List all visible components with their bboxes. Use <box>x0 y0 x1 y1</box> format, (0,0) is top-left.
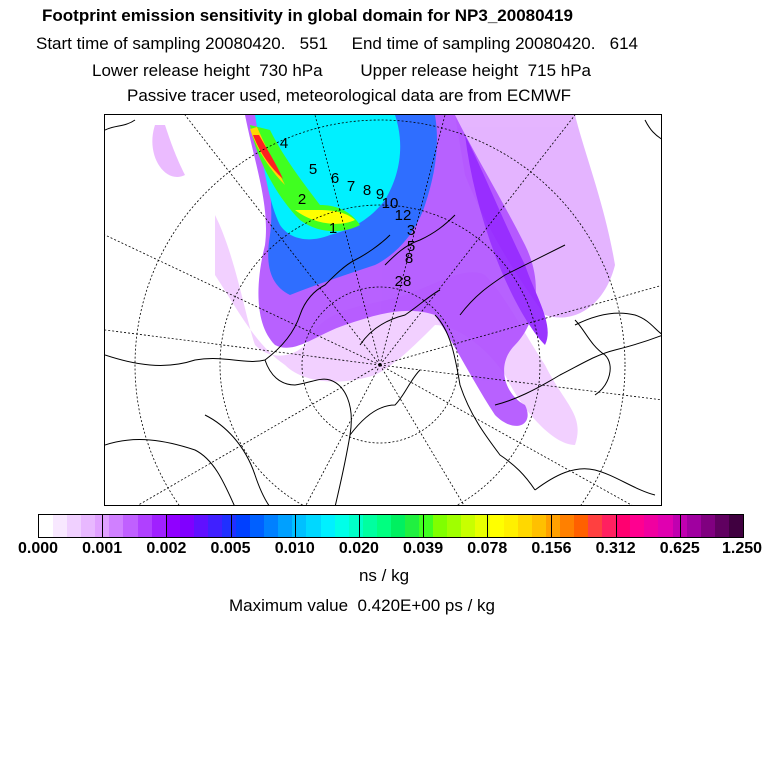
trajectory-label: 8 <box>404 250 414 267</box>
trajectory-label: 3 <box>406 222 416 239</box>
colorbar-segment <box>644 515 658 537</box>
tracer-info-line: Passive tracer used, meteorological data are from ECMWF <box>127 86 572 105</box>
colorbar-segment <box>109 515 123 537</box>
colorbar-segment <box>180 515 194 537</box>
colorbar-segment <box>658 515 672 537</box>
colorbar-segment <box>321 515 335 537</box>
colorbar-segment <box>616 515 630 537</box>
trajectory-label: 8 <box>362 182 372 199</box>
colorbar-segment <box>166 515 180 537</box>
colorbar-segment <box>461 515 475 537</box>
map-title: Footprint emission sensitivity in global domain for NP3_20080419 <box>42 6 573 25</box>
colorbar-segment <box>152 515 166 537</box>
trajectory-label: 5 <box>308 161 318 178</box>
colorbar-segment <box>208 515 222 537</box>
colorbar-label: 0.020 <box>338 540 379 557</box>
colorbar-unit: ns / kg <box>358 566 410 585</box>
colorbar-segment <box>81 515 95 537</box>
colorbar-segment <box>39 515 53 537</box>
colorbar-segment <box>222 515 236 537</box>
colorbar-label: 1.250 <box>721 540 763 557</box>
colorbar-segment <box>278 515 292 537</box>
colorbar-segment <box>391 515 405 537</box>
maximum-value: Maximum value 0.420E+00 ps / kg <box>229 596 495 615</box>
colorbar-segment <box>377 515 391 537</box>
colorbar-segment <box>335 515 349 537</box>
colorbar <box>38 514 744 538</box>
colorbar-label: 0.002 <box>146 540 187 557</box>
trajectory-label: 2 <box>297 191 307 208</box>
colorbar-segment <box>138 515 152 537</box>
trajectory-label: 9 <box>375 186 385 203</box>
colorbar-segment <box>602 515 616 537</box>
colorbar-segment <box>292 515 306 537</box>
colorbar-segment <box>504 515 518 537</box>
colorbar-label: 0.000 <box>17 540 59 557</box>
colorbar-segment <box>687 515 701 537</box>
colorbar-segment <box>729 515 743 537</box>
colorbar-segment <box>630 515 644 537</box>
colorbar-segment <box>250 515 264 537</box>
colorbar-label: 0.010 <box>274 540 315 557</box>
colorbar-label: 0.312 <box>595 540 636 557</box>
trajectory-label: 6 <box>330 170 340 187</box>
colorbar-label: 0.001 <box>82 540 123 557</box>
colorbar-segment <box>447 515 461 537</box>
colorbar-label: 0.005 <box>210 540 251 557</box>
colorbar-segment <box>532 515 546 537</box>
trajectory-label: 12 <box>394 207 412 224</box>
colorbar-segment <box>123 515 137 537</box>
release-height-line: Lower release height 730 hPa Upper release height 715 hPa <box>92 61 591 80</box>
map-panel <box>104 114 662 506</box>
trajectory-label: 4 <box>279 135 289 152</box>
colorbar-label: 0.625 <box>659 540 700 557</box>
trajectory-label: 5 <box>406 238 416 255</box>
colorbar-segment <box>419 515 433 537</box>
colorbar-segment <box>433 515 447 537</box>
colorbar-segment <box>264 515 278 537</box>
colorbar-segment <box>67 515 81 537</box>
colorbar-segment <box>194 515 208 537</box>
colorbar-segment <box>701 515 715 537</box>
colorbar-segment <box>475 515 489 537</box>
colorbar-label: 0.039 <box>403 540 444 557</box>
colorbar-segment <box>546 515 560 537</box>
colorbar-segment <box>363 515 377 537</box>
trajectory-label: 1 <box>328 220 338 237</box>
colorbar-segment <box>236 515 250 537</box>
colorbar-segment <box>53 515 67 537</box>
polar-map <box>105 115 662 506</box>
colorbar-segment <box>306 515 320 537</box>
colorbar-segment <box>490 515 504 537</box>
colorbar-label: 0.078 <box>467 540 508 557</box>
colorbar-segment <box>518 515 532 537</box>
colorbar-segment <box>574 515 588 537</box>
colorbar-segment <box>560 515 574 537</box>
colorbar-segment <box>405 515 419 537</box>
trajectory-label: 28 <box>394 273 412 290</box>
colorbar-segment <box>673 515 687 537</box>
trajectory-label: 7 <box>346 178 356 195</box>
colorbar-segment <box>715 515 729 537</box>
colorbar-segment <box>349 515 363 537</box>
sampling-time-line: Start time of sampling 20080420. 551 End time of sampling 20080420. 614 <box>36 34 638 53</box>
trajectory-label: 10 <box>381 195 399 212</box>
colorbar-segment <box>588 515 602 537</box>
colorbar-label: 0.156 <box>531 540 572 557</box>
colorbar-segment <box>95 515 109 537</box>
